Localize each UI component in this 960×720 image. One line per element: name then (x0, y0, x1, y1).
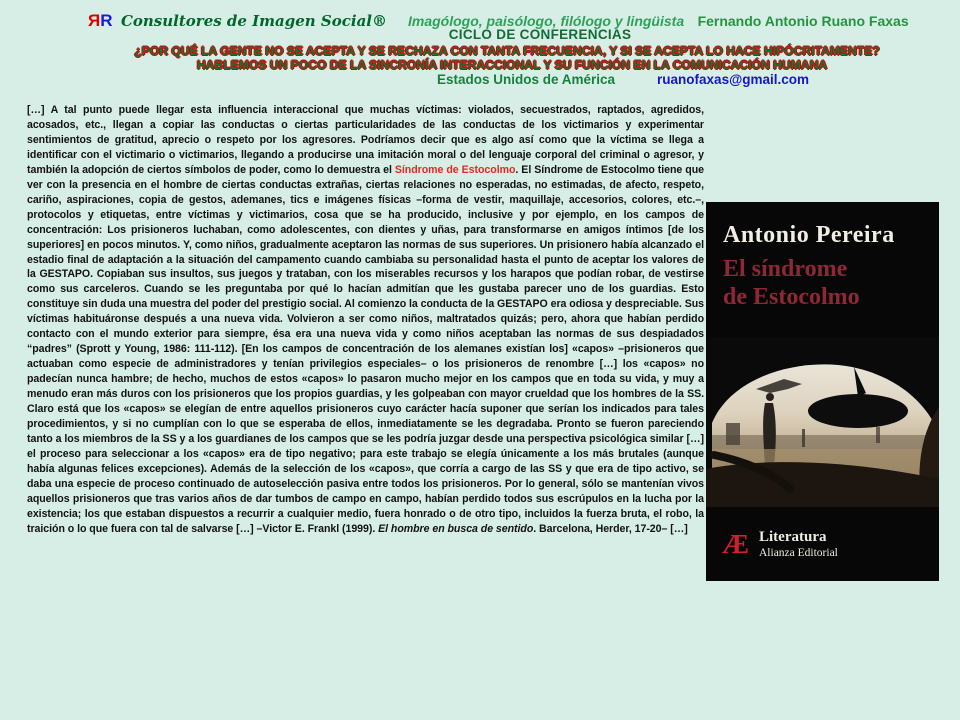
location-label: Estados Unidos de América (436, 72, 616, 87)
publisher-footer (706, 507, 939, 581)
brand-name: Consultores de Imagen Social® (120, 12, 388, 30)
building-silhouette (726, 423, 740, 445)
brand-letter-r: R (100, 11, 113, 30)
book-author: Antonio Pereira (723, 222, 895, 248)
body-segment: […] A tal punto puede llegar esta influencia interaccional que muchas víctimas: violados, secuestrados, raptados, agredidos, acosados, etc., llegan a copiar las conductas o ciertas particularidades de las conductas de los victimarios y experimentar sentimientos de gratitud, aprecio o respeto por los agresores. Podríamos decir que es algo así como que la víctima se llega a identificar con el victimario o victimarios, llegando a producirse una imitación moral o del lenguaje corporal del criminal o agresor, y también la adopción de ciertos símbolos de poder, como lo demuestra el (27, 104, 704, 176)
post-silhouette (876, 427, 880, 443)
book-citation-title: El hombre en busca de sentido (378, 522, 534, 535)
book-cover (706, 202, 939, 581)
author-name: Fernando Antonio Ruano Faxas (697, 13, 909, 29)
collection-label: Literatura (759, 529, 827, 545)
body-segment: . El Síndrome de Estocolmo tiene que ver con la presencia en el hombre de ciertas conductas extrañas, ciertas relaciones no esperadas, no estimadas, de afecto, respeto, cariño, aspiraciones, copia de gestos, ademanes, tics e imágenes físicas –forma de vestir, maquillaje, accesorios, colores, etc.–, protocolos y etiquetas, entre víctimas y victimarios, cosa que se ha producido, inclusive y por ejemplo, en los campos de concentración: Los prisioneros luchaban, como adolescentes, con dientes y uñas, para transformarse en amigos íntimos [de los superiores] en pocos minutos. Y, como niños, gradualmente aceptaron las normas de sus superiores. Un prisionero había alcanzado el estadio final de adaptación a la situación del campamento cuando cambiaba su personalidad hasta el punto de aceptar los valores de la GESTAPO. Copiaban sus insultos, sus juegos y trataban, con los miserables recursos y los harapos que podían robar, de vestirse como sus carceleros. Cuando se les preguntaba por qué lo hacían admitían que les gustaba parecer uno de los guardias. Esto constituye sin duda una muestra del poder del prestigio social. Al comienzo la conducta de la GESTAPO era odiosa y despreciable. Sus víctimas habituáronse después a una nueva vida. Volvieron a ser como niños, maltratados quizás; pero, ahora que habían perdido contacto con el mundo exterior para siempre, ésa era una nueva vida y como niños aceptaban las normas de sus despiadados “padres” (Sprott y Young, 1986: 111-112). [En los campos de concentración de los alemanes existían los] «capos» –prisioneros que actuaban como especie de administradores y tenían privilegios especiales– o los prisioneros de renombre […] los «capos» no padecían nunca hambre; de hecho, muchos de estos «capos» lo pasaron mucho mejor en los campos que en toda su vida, y muy a menudo eran más duros con los prisioneros que los propios guardias, y les golpeaban con mayor crueldad que los hombres de la SS. Claro está que los «capos» se elegían de entre aquellos prisioneros cuyo carácter hacía suponer que serían los indicados para tales procedimientos, y si no cumplían con lo que se esperaba de ellos, inmediatamente se les degradaba. Pronto se fueron pareciendo tanto a los miembros de la SS y a los guardianes de los campos que se les podría juzgar desde una perspectiva psicológica similar […] el proceso para seleccionar a los «capos» era de tipo negativo; para este trabajo se elegía únicamente a los más brutales (aunque había algunas felices excepciones). Además de la selección de los «capos», que corría a cargo de las SS y que era de tipo activo, se daba una especie de proceso continuado de autoselección pasiva entre todos los prisioneros. Por lo general, sólo se mantenían vivos aquellos prisioneros que tras varios años de dar tumbos de campo en campo, habían perdido todos sus escrúpulos en la lucha por la existencia; los que estaban dispuestos a recurrir a cualquier medio, fuera honrado o de otro tipo, incluidos la fuerza bruta, el robo, la traición o lo que fuera con tal de salvarse […] –Victor E. Frankl (1999). (27, 163, 704, 535)
alianza-editorial-logo-icon: Æ (722, 528, 749, 559)
conference-question-line1: ¿POR QUÉ LA GENTE NO SE ACEPTA Y SE RECHAZA CON TANTA FRECUENCIA, Y SI SE ACEPTA LO HACE HIPÓCRITAMENTE? (134, 44, 880, 58)
location-line (143, 72, 960, 87)
book-title (723, 256, 939, 311)
rearview-mirror (808, 394, 908, 428)
publisher-label: Alianza Editorial (759, 547, 838, 559)
stockholm-syndrome-highlight: Síndrome de Estocolmo (394, 163, 516, 176)
book-title-line1: El síndrome (723, 256, 848, 282)
conference-question-line2: HABLEMOS UN POCO DE LA SINCRONÍA INTERACCIONAL Y SU FUNCIÓN EN LA COMUNICACIÓN HUMANA (196, 58, 828, 72)
brand-letter-ya: Я (88, 11, 101, 30)
post-silhouette (802, 429, 805, 447)
person-silhouette-head (766, 393, 774, 401)
body-segment: . Barcelona, Herder, 17-20– […] (533, 522, 688, 535)
imprint-block (759, 529, 838, 559)
book-title-line2: de Estocolmo (723, 283, 860, 310)
horizon-band (712, 435, 939, 449)
email-link[interactable]: ruanofaxas@gmail.com (657, 72, 810, 87)
profession-subtitle: Imagólogo, paisólogo, filólogo y lingüista (408, 13, 685, 29)
book-cover-photo (706, 337, 939, 507)
body-paragraph (27, 103, 704, 537)
series-title: CICLO DE CONFERENCIAS (448, 27, 632, 42)
